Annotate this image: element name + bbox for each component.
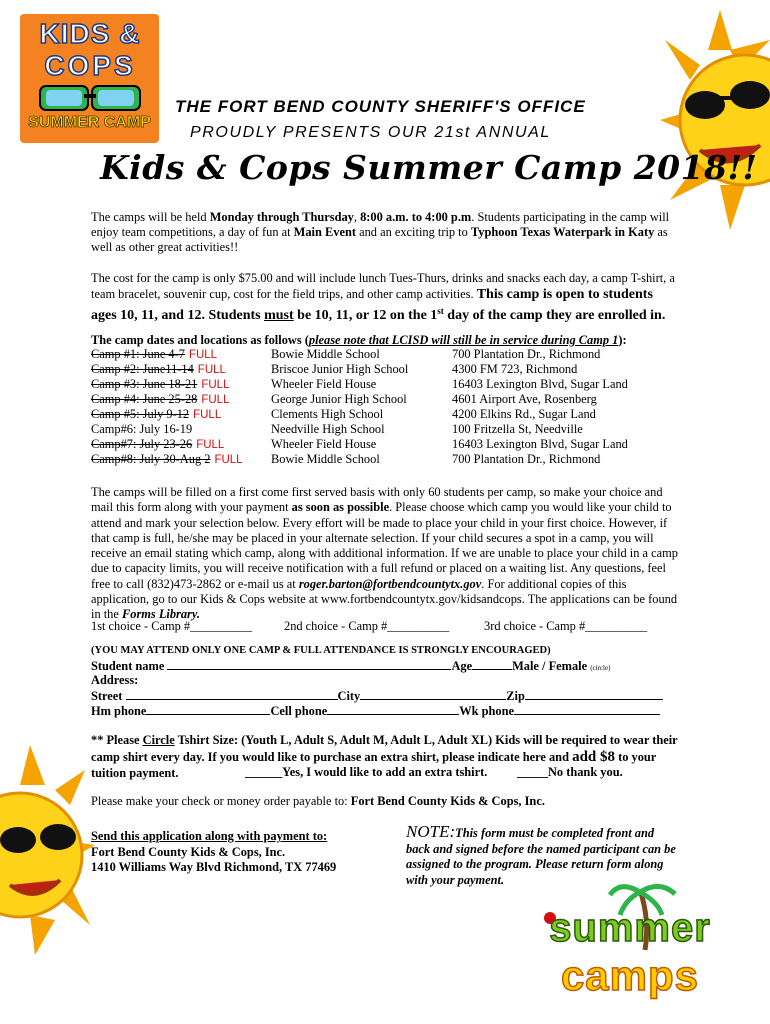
gender-label[interactable]: Male / Female	[512, 659, 588, 673]
camp-school: Bowie Middle School	[271, 347, 380, 361]
note-block	[406, 824, 681, 888]
camp-address: 4601 Airport Ave, Rosenberg	[452, 392, 597, 406]
payable-text: Please make your check or money order payable to:	[91, 794, 351, 808]
sun-sunglasses-icon	[660, 10, 770, 230]
intro-text: . Students participating in the camp will enjoy team competitions, a day of fun at	[91, 210, 670, 239]
tshirt-circle: Circle	[142, 733, 175, 747]
phone-row	[91, 703, 660, 719]
age-field[interactable]	[472, 658, 512, 670]
logo-line-1: KIDS &	[39, 18, 141, 49]
address-label: Address:	[91, 673, 139, 687]
street-label: Street	[91, 689, 123, 703]
page-title: Kids & Cops Summer Camp 2018!!	[100, 148, 758, 187]
camp-address: 4200 Elkins Rd., Sugar Land	[452, 407, 596, 421]
camp-date-text: Camp#6: July 16-19	[91, 422, 193, 436]
mail-heading: Send this application along with payment to:	[91, 829, 328, 843]
filled-asap: as soon as possible	[291, 500, 390, 515]
intro-hours: 8:00 a.m. to 4:00 p.m	[360, 210, 472, 224]
camp-date	[91, 437, 224, 453]
tshirt-add-price: add $8	[572, 748, 615, 765]
header-line-1: THE FORT BEND COUNTY SHERIFF'S OFFICE	[175, 97, 586, 116]
cost-paragraph	[91, 270, 681, 324]
mail-org: Fort Bend County Kids & Cops, Inc.	[91, 844, 286, 859]
mail-address: 1410 Williams Way Blvd Richmond, TX 77469	[91, 860, 337, 874]
cell-phone-field[interactable]	[327, 703, 459, 715]
contact-email: roger.barton@fortbendcountytx.gov	[298, 576, 482, 591]
age-label: Age	[451, 659, 473, 673]
zip-field[interactable]	[525, 688, 663, 700]
attendance-notice: (YOU MAY ATTEND ONLY ONE CAMP & FULL ATTENDANCE IS STRONGLY ENCOURAGED)	[91, 645, 551, 656]
filled-text: The camps will be filled on a first come first served basis with only 60 students per camp, so make your choice and mail this form along with your payment	[91, 485, 663, 515]
intro-park: Typhoon Texas Waterpark in Katy	[470, 225, 655, 239]
first-choice-field[interactable]: 1st choice - Camp #__________	[91, 619, 253, 633]
full-badge: FULL	[193, 409, 222, 421]
camp-date-text: Camp#7: July 23-26	[91, 437, 193, 451]
home-phone-label: Hm phone	[91, 704, 147, 718]
intro-text: The camps will be held	[91, 210, 210, 224]
summer-word: summer	[549, 906, 711, 950]
camp-school: George Junior High School	[271, 392, 407, 406]
camp-date-text: Camp #5: July 9-12	[91, 407, 190, 421]
cell-phone-label: Cell phone	[270, 704, 328, 718]
camp-row	[91, 347, 691, 362]
camp-date-text: Camp #1: June 4-7	[91, 347, 185, 361]
work-phone-label: Wk phone	[459, 704, 514, 718]
second-choice-field[interactable]: 2nd choice - Camp #__________	[284, 619, 450, 633]
street-row	[91, 688, 663, 704]
zip-label: Zip	[506, 689, 525, 703]
camp-date-text: Camp #3: June 18-21	[91, 377, 198, 391]
full-badge: FULL	[214, 454, 243, 466]
camp-date	[91, 377, 229, 393]
camp-date-text: Camp #4: June 25-28	[91, 392, 198, 406]
camp-row	[91, 392, 691, 407]
camp-school: Wheeler Field House	[271, 437, 377, 451]
circle-hint: (circle)	[590, 664, 611, 672]
cost-eligibility: day of the camp they are enrolled in.	[443, 308, 666, 324]
home-phone-field[interactable]	[146, 703, 270, 715]
camp-row	[91, 407, 691, 422]
filled-text: . For additional copies of this application, go to our Kids & Cops website at www.fortbendcountytx.gov/kidsandcops. The applications can be found in the	[91, 576, 678, 622]
full-badge: FULL	[197, 364, 226, 376]
camp-date	[91, 347, 217, 363]
camp-date-text: Camp #2: June11-14	[91, 362, 194, 376]
intro-text: and an exciting trip to	[355, 225, 471, 239]
city-label: City	[337, 689, 361, 703]
tshirt-text: Tshirt Size: (Youth L, Adult S, Adult M, Adult L, Adult XL) Kids will be required to wear their camp shirt every day. If you would like to purchase an extra shirt, please indicate here and	[91, 733, 678, 764]
tshirt-text: ** Please	[91, 733, 143, 747]
logo-line-2: COPS	[44, 50, 136, 81]
camp-date	[91, 392, 229, 408]
student-name-row	[91, 658, 610, 674]
summer-camps-logo	[540, 880, 720, 1015]
camp-address: 700 Plantation Dr., Richmond	[452, 452, 601, 466]
camp-school: Briscoe Junior High School	[271, 362, 409, 376]
camp-address: 4300 FM 723, Richmond	[452, 362, 578, 376]
sun-sunglasses-icon-2	[0, 745, 95, 955]
camps-word: camps	[560, 952, 700, 999]
payable-name: Fort Bend County Kids & Cops, Inc.	[350, 794, 545, 808]
intro-text: ,	[353, 210, 361, 224]
third-choice-field[interactable]: 3rd choice - Camp #__________	[484, 619, 648, 633]
camp-address: 700 Plantation Dr., Richmond	[452, 347, 601, 361]
full-badge: FULL	[201, 379, 230, 391]
forms-library: Forms Library.	[121, 607, 201, 622]
work-phone-field[interactable]	[514, 703, 660, 715]
camp-row	[91, 362, 691, 377]
intro-days: Monday through Thursday	[209, 210, 354, 224]
dates-note: please note that LCISD will still be in service during Camp 1	[308, 333, 619, 347]
camp-school: Wheeler Field House	[271, 377, 377, 391]
camp-date-text: Camp#8: July 30-Aug 2	[91, 452, 211, 466]
filled-paragraph	[91, 485, 681, 623]
full-badge: FULL	[201, 394, 230, 406]
intro-event: Main Event	[293, 225, 356, 239]
extra-shirt-no[interactable]: _____No thank you.	[517, 765, 623, 779]
filled-text: . Please choose which camp you would like your child to attend and mark your selection below. Every effort will be made to place your child in your first choice. However, if that camp is full, he/she may be placed in your alternate selection. If your child secures a spot in a camp, you will receive an email stating which camp, along with additional information. If we are unable to place your child in a camp due to capacity limits, you will receive notification with a full refund or placed on a waiting list. Any questions, feel free to call (832)473-2862 or e-mail us at	[91, 500, 678, 591]
kids-cops-logo	[20, 14, 159, 143]
camp-row	[91, 377, 691, 392]
cost-eligibility: be 10, 11, or 12 on the 1	[293, 308, 438, 324]
extra-shirt-yes[interactable]: ______Yes, I would like to add an extra tshirt.	[245, 765, 488, 779]
student-name-label: Student name	[91, 659, 165, 673]
note-text: This form must be completed front and back and signed before the named participant can be assigned to the program. Please return form along with your payment.	[406, 826, 676, 887]
street-field[interactable]	[126, 688, 338, 700]
cost-eligibility: This camp is open to students ages 10, 11, and 12. Students	[91, 287, 653, 324]
cost-sup: st	[437, 306, 444, 316]
camp-school: Clements High School	[271, 407, 384, 421]
logo-line-3: SUMMER CAMP	[28, 114, 151, 131]
mail-block	[91, 829, 336, 876]
camp-date	[91, 422, 192, 437]
cost-text: The cost for the camp is only $75.00 and will include lunch Tues-Thurs, drinks and snacks each day, a camp T-shirt, a team bracelet, souvenir cup, cost for the field trips, and other camp activities.	[91, 271, 675, 301]
dates-heading-text: The camp dates and locations as follows (	[91, 333, 309, 347]
camp-school: Bowie Middle School	[271, 452, 380, 466]
camp-date	[91, 407, 221, 423]
camp-date	[91, 362, 226, 378]
camp-address: 16403 Lexington Blvd, Sugar Land	[452, 377, 628, 391]
city-field[interactable]	[360, 688, 506, 700]
note-label: NOTE:	[406, 822, 456, 841]
camp-row	[91, 422, 691, 437]
camp-date	[91, 452, 243, 468]
dates-heading-end: ):	[618, 333, 627, 347]
payable-line	[91, 794, 545, 809]
cost-must: must	[264, 308, 294, 324]
full-badge: FULL	[188, 349, 218, 361]
header-line-2: PROUDLY PRESENTS OUR 21st ANNUAL	[190, 124, 551, 141]
camp-school: Needville High School	[271, 422, 385, 436]
intro-paragraph	[91, 210, 681, 255]
camp-address: 100 Fritzella St, Needville	[452, 422, 583, 436]
tshirt-text: to your tuition payment.	[91, 749, 657, 780]
camp-address: 16403 Lexington Blvd, Sugar Land	[452, 437, 628, 451]
intro-text: as well as other great activities!!	[91, 225, 668, 254]
full-badge: FULL	[196, 439, 225, 451]
student-name-field[interactable]	[167, 658, 451, 670]
dates-heading	[91, 333, 681, 348]
camp-row	[91, 437, 691, 452]
camp-row	[91, 452, 691, 467]
